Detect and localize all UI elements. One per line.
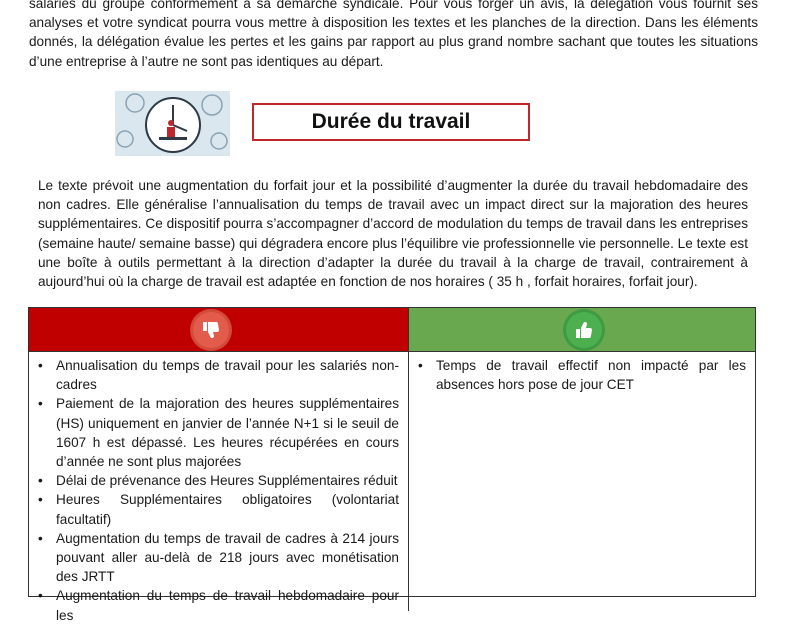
- thumbs-down-icon: [193, 312, 229, 348]
- thumbs-up-icon: [566, 312, 602, 348]
- pros-cons-table: [28, 307, 756, 623]
- list-item: • Délai de prévenance des Heures Supplémentaires réduit: [29, 471, 399, 490]
- list-item: • Augmentation du temps de travail hebdomadaire pour les: [29, 586, 399, 624]
- list-item: • Augmentation du temps de travail de cadres à 214 jours pouvant aller au-delà de 218 jours avec monétisation des JRTT: [29, 529, 399, 587]
- list-item: • Paiement de la majoration des heures supplémentaires (HS) uniquement en janvier de l’année N+1 si le seuil de 1607 h est dépassé. Les heures récupérées en cours d’année ne sont plus majorées: [29, 394, 399, 471]
- clock-illustration: [115, 91, 230, 156]
- cons-header: [29, 308, 409, 351]
- pros-header: [409, 308, 755, 351]
- pros-list: [409, 356, 746, 394]
- section-title: Durée du travail: [252, 103, 530, 141]
- list-item: • Heures Supplémentaires obligatoires (volontariat facultatif): [29, 490, 399, 528]
- list-item: • Annualisation du temps de travail pour les salariés non-cadres: [29, 356, 399, 394]
- section-body: Le texte prévoit une augmentation du forfait jour et la possibilité d’augmenter la durée du travail hebdomadaire des non cadres. Elle généralise l’annualisation du temps de travail avec un impact direct sur la majoration des heures supplémentaires. Ce dispositif pourra s’accompagner d’accord de modulation du temps de travail dans les entreprises (semaine haute/ semaine basse) qui dégradera encore plus l’équilibre vie professionnelle vie personnelle. Le texte est une boîte à outils permettant à la direction d’adapter la durée du travail à la charge de travail, contrairement à aujourd’hui où la charge de travail est adaptée en fonction de nos horaires ( 35 h , forfait horaires, forfait jour).: [38, 178, 748, 290]
- list-item: • Temps de travail effectif non impacté par les absences hors pose de jour CET: [409, 356, 746, 394]
- header-divider: [29, 351, 755, 352]
- clock-icon: [115, 91, 230, 156]
- intro-paragraph: salariés du groupe conformément à sa démarche syndicale. Pour vous forger un avis, la délégation vous fournit ses analyses et votre syndicat pourra vous mettre à disposition les textes et les planches de la direction. Dans les éléments donnés, la délégation évalue les pertes et les gains par rapport au plus grand nombre sachant que toutes les situations d’une entreprise à l’autre ne sont pas identiques au départ.: [29, 0, 758, 69]
- cons-list: [29, 356, 399, 625]
